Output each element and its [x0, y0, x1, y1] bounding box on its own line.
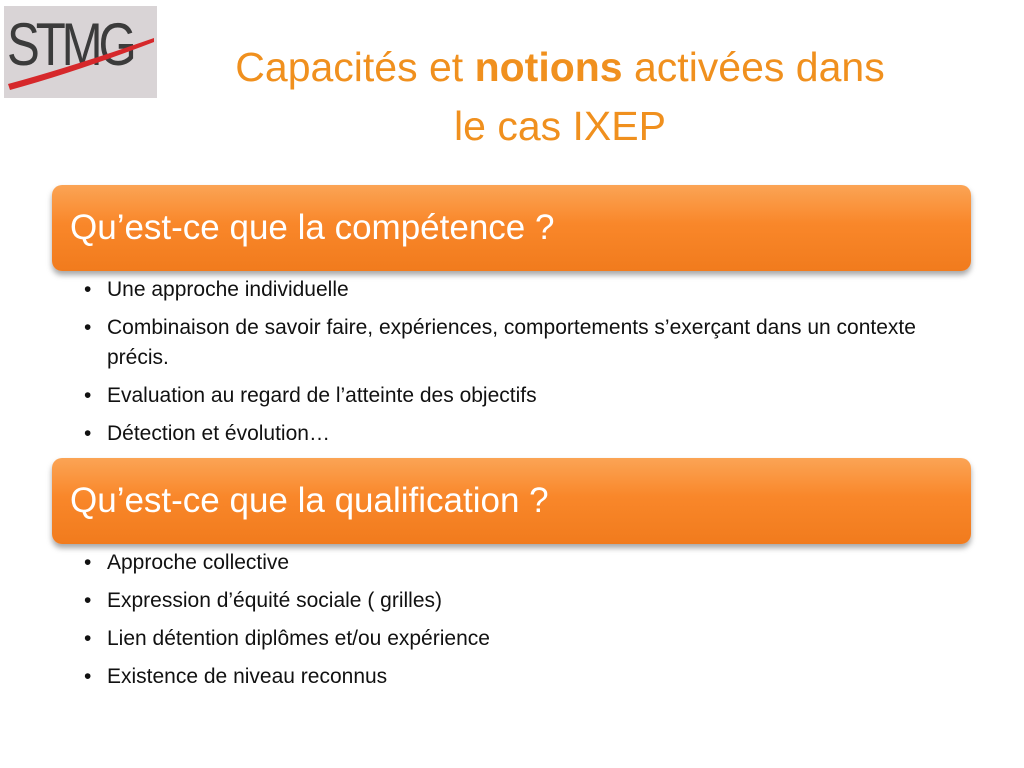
stmg-logo [4, 6, 157, 98]
title-part2: activées dans [622, 44, 885, 90]
list-item: • Approche collective [84, 548, 934, 578]
list-item: • Existence de niveau reconnus [84, 662, 934, 692]
list-item: • Détection et évolution… [84, 419, 934, 449]
title-line2: le cas IXEP [454, 103, 666, 149]
logo-swoosh [4, 6, 157, 98]
list-item: • Combinaison de savoir faire, expériences, comportements s’exerçant dans un contexte précis. [84, 313, 934, 373]
section-header-competence: Qu’est-ce que la compétence ? [52, 185, 971, 271]
list-item: • Evaluation au regard de l’atteinte des objectifs [84, 381, 934, 411]
logo-text: STMG [7, 11, 133, 78]
slide-title [150, 38, 970, 156]
section-header-qualification: Qu’est-ce que la qualification ? [52, 458, 971, 544]
bullet-list-competence [84, 275, 934, 457]
title-part1: Capacités et [235, 44, 475, 90]
list-item: • Expression d’équité sociale ( grilles) [84, 586, 934, 616]
list-item: • Lien détention diplômes et/ou expérience [84, 624, 934, 654]
list-item: • Une approche individuelle [84, 275, 934, 305]
bullet-list-qualification [84, 548, 934, 700]
title-bold: notions [474, 44, 623, 90]
